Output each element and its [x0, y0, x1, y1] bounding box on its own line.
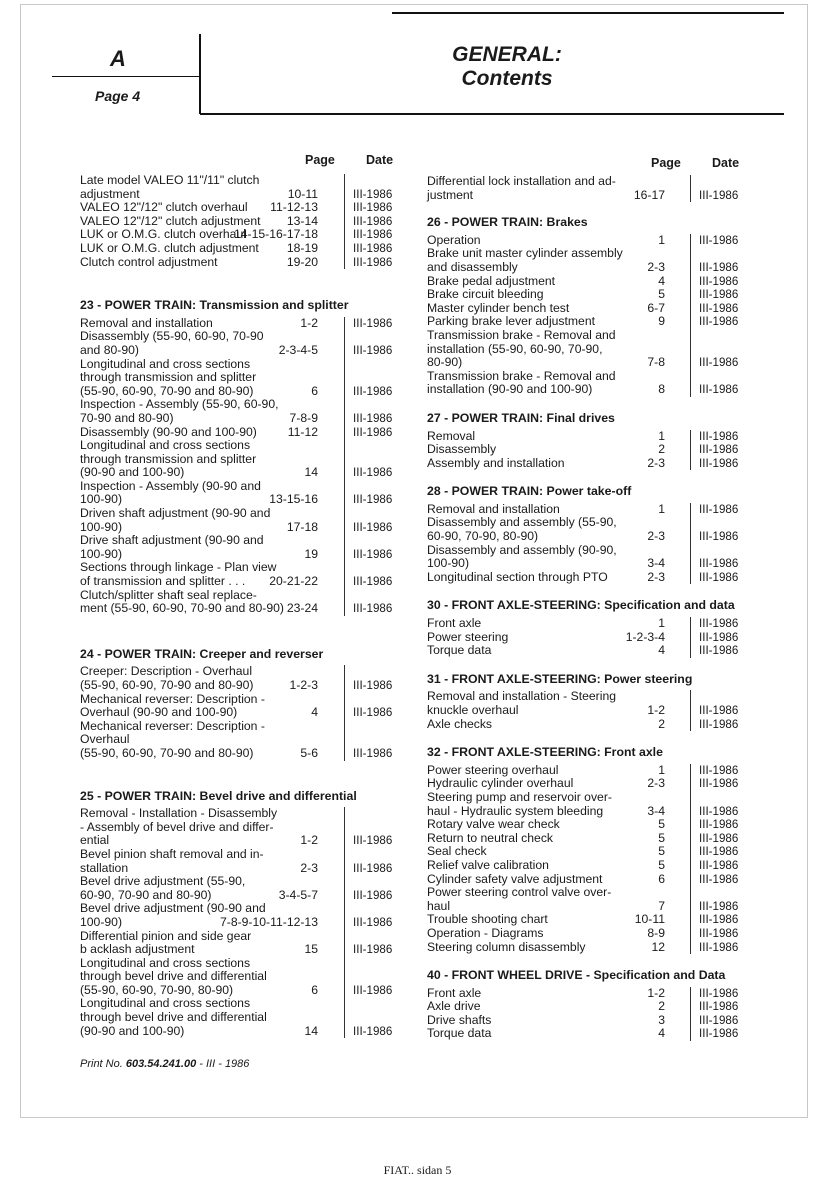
entry-title: Power steering overhaul	[427, 762, 559, 777]
entry-date: III-1986	[699, 260, 739, 274]
entry-date: III-1986	[699, 1027, 739, 1041]
entry-date: III-1986	[699, 301, 739, 315]
entry-title: Axle drive	[427, 999, 481, 1014]
header-left-rule	[52, 76, 200, 77]
entry-date: III-1986	[353, 915, 393, 929]
toc-entry	[427, 777, 743, 791]
entry-page: 3-4-5-7	[278, 887, 318, 902]
entry-title: Brake unit master cylinder assembly and disassembly	[427, 246, 623, 274]
toc-entry	[80, 957, 396, 998]
toc-entry	[427, 275, 743, 289]
toc-entry	[427, 764, 743, 778]
page-caption: FIAT.. sidan 5	[383, 1163, 452, 1177]
toc-entry	[80, 720, 396, 761]
entry-title: Differential lock installation and ad- justment	[427, 174, 616, 202]
entry-page: 2-3	[300, 860, 318, 875]
entry-date: III-1986	[353, 547, 393, 561]
toc-group	[427, 430, 743, 471]
entry-page: 5	[658, 830, 665, 845]
toc-entry	[427, 1027, 743, 1041]
toc-entry	[427, 791, 743, 818]
section-title: 32 - FRONT AXLE-STEERING: Front axle	[427, 745, 663, 760]
entry-date: III-1986	[353, 201, 393, 215]
entry-page: 2-3	[647, 455, 665, 470]
entry-title: Clutch control adjustment	[80, 254, 218, 269]
entry-date: III-1986	[699, 804, 739, 818]
entry-title: Master cylinder bench test	[427, 300, 570, 315]
entry-page: 5	[658, 844, 665, 859]
toc-group	[80, 317, 396, 616]
toc-entry	[427, 845, 743, 859]
entry-title: Brake pedal adjustment	[427, 273, 556, 288]
entry-date: III-1986	[353, 1024, 393, 1038]
entry-title: Seal check	[427, 844, 487, 859]
entry-date: III-1986	[699, 858, 739, 872]
section-title: 40 - FRONT WHEEL DRIVE - Specification and Data	[427, 968, 726, 983]
entry-date: III-1986	[353, 316, 393, 330]
entry-title: Creeper: Description - Overhaul (55-90, 60-90, 70-90 and 80-90)	[80, 664, 254, 692]
toc-entry	[427, 859, 743, 873]
toc-entry	[80, 174, 396, 201]
entry-page: 1-2-3-4	[625, 629, 665, 644]
entry-page: 7-8-9-10-11-12-13	[219, 914, 318, 929]
toc-entry	[427, 503, 743, 517]
entry-date: III-1986	[353, 602, 393, 616]
print-number	[80, 1058, 249, 1070]
toc-entry	[80, 807, 396, 848]
toc-entry	[427, 175, 743, 202]
entry-title: Drive shafts	[427, 1012, 492, 1027]
entry-date: III-1986	[699, 845, 739, 859]
entry-title: Hydraulic cylinder overhaul	[427, 776, 574, 791]
entry-title: Longitudinal and cross sections through transmission and splitter (55-90, 60-90, 70-90 and 80-90)	[80, 356, 257, 398]
entry-date: III-1986	[353, 834, 393, 848]
entry-page: 1-2	[300, 833, 318, 848]
entry-title: Longitudinal and cross sections through transmission and splitter (90-90 and 100-90)	[80, 438, 257, 480]
entry-date: III-1986	[699, 899, 739, 913]
toc-entry	[427, 631, 743, 645]
entry-date: III-1986	[699, 913, 739, 927]
entry-title: Axle checks	[427, 716, 493, 731]
section-title: 31 - FRONT AXLE-STEERING: Power steering	[427, 671, 693, 686]
entry-date: III-1986	[353, 411, 393, 425]
entry-page: 7-8	[647, 355, 665, 370]
section-title: 27 - POWER TRAIN: Final drives	[427, 410, 615, 425]
section-title: 26 - POWER TRAIN: Brakes	[427, 215, 588, 230]
toc-entry	[427, 818, 743, 832]
toc-group	[427, 503, 743, 585]
toc-group	[80, 174, 396, 269]
header-top-rule	[392, 12, 784, 14]
entry-title: Rotary valve wear check	[427, 817, 560, 832]
entry-date: III-1986	[699, 557, 739, 571]
entry-date: III-1986	[699, 630, 739, 644]
entry-page: 1	[658, 501, 665, 516]
toc-entry	[80, 317, 396, 331]
entry-title: Power steering	[427, 629, 509, 644]
entry-page: 19-20	[286, 254, 318, 269]
toc-entry	[80, 589, 396, 616]
entry-title: Late model VALEO 11"/11" clutch adjustment	[80, 173, 260, 201]
entry-title: Transmission brake - Removal and installation (90-90 and 100-90)	[427, 368, 616, 397]
entry-date: III-1986	[353, 888, 393, 902]
entry-page: 14-15-16-17-18	[233, 227, 318, 242]
entry-title: Trouble shooting chart	[427, 912, 548, 927]
entry-page: 1-2	[300, 315, 318, 330]
toc-entry	[427, 913, 743, 927]
toc-entry	[427, 886, 743, 913]
entry-title: Driven shaft adjustment (90-90 and 100-90)	[80, 506, 271, 534]
toc-group	[427, 234, 743, 397]
entry-date: III-1986	[699, 644, 739, 658]
entry-title: Disassembly and assembly (90-90, 100-90)	[427, 542, 617, 571]
header-bottom-rule	[200, 113, 784, 115]
entry-page: 13-15-16	[269, 492, 318, 507]
page-column-label: Page	[651, 156, 681, 170]
toc-entry	[80, 930, 396, 957]
entry-date: III-1986	[353, 187, 393, 201]
entry-date: III-1986	[699, 233, 739, 247]
entry-page: 6-7	[647, 300, 665, 315]
entry-page: 1	[658, 232, 665, 247]
entry-page: 2-3	[647, 529, 665, 544]
entry-title: Bevel drive adjustment (55-90, 60-90, 70-90 and 80-90)	[80, 874, 246, 902]
entry-date: III-1986	[699, 940, 739, 954]
entry-title: Inspection - Assembly (90-90 and 100-90)	[80, 478, 261, 507]
entry-page: 10-11	[634, 912, 665, 927]
entry-date: III-1986	[353, 425, 393, 439]
toc-entry	[427, 247, 743, 274]
entry-date: III-1986	[353, 214, 393, 228]
entry-page: 6	[658, 871, 665, 886]
entry-date: III-1986	[699, 274, 739, 288]
entry-date: III-1986	[699, 926, 739, 940]
entry-page: 4	[311, 705, 318, 720]
entry-page: 10-11	[287, 186, 318, 201]
entry-page: 4	[658, 1026, 665, 1041]
toc-group	[427, 764, 743, 954]
toc-group	[427, 617, 743, 658]
entry-page: 15	[304, 942, 318, 957]
entry-title: Return to neutral check	[427, 830, 554, 845]
entry-page: 3-4	[647, 556, 665, 571]
toc-entry	[427, 430, 743, 444]
entry-page: 14	[304, 465, 318, 480]
entry-date: III-1986	[699, 188, 739, 202]
entry-date: III-1986	[353, 861, 393, 875]
entry-date: III-1986	[353, 493, 393, 507]
entry-page: 5	[658, 857, 665, 872]
entry-date: III-1986	[699, 570, 739, 584]
entry-date: III-1986	[699, 1013, 739, 1027]
entry-date: III-1986	[353, 575, 393, 589]
entry-page: 16-17	[633, 187, 665, 202]
toc-entry	[80, 534, 396, 561]
date-column-label: Date	[366, 153, 394, 167]
entry-page: 1-2-3	[289, 678, 318, 692]
entry-date: III-1986	[699, 831, 739, 845]
entry-date: III-1986	[353, 706, 393, 720]
entry-page: 5	[658, 817, 665, 832]
entry-page: 1	[658, 762, 665, 777]
entry-page: 2-3	[647, 569, 665, 584]
entry-page: 3	[658, 1012, 665, 1027]
toc-entry	[80, 358, 396, 399]
entry-date: III-1986	[699, 356, 739, 370]
entry-date: III-1986	[353, 466, 393, 480]
entry-title: Longitudinal section through PTO	[427, 569, 608, 584]
entry-title: Mechanical reverser: Description - Overhaul (90-90 and 100-90)	[80, 691, 265, 720]
toc-entry	[80, 875, 396, 902]
header-divider	[199, 34, 201, 114]
entry-date: III-1986	[353, 255, 393, 269]
entry-page: 5	[658, 287, 665, 302]
toc-group	[427, 175, 743, 202]
entry-date: III-1986	[353, 384, 393, 398]
toc-entry	[80, 848, 396, 875]
entry-title: Cylinder safety valve adjustment	[427, 871, 603, 886]
toc-entry	[427, 644, 743, 658]
section-letter: A	[110, 46, 126, 71]
toc-entry	[80, 426, 396, 440]
entry-page: 2-3-4-5	[278, 342, 318, 357]
entry-title: Disassembly (90-90 and 100-90)	[80, 424, 257, 439]
toc-entry	[427, 690, 743, 717]
entry-title: Operation - Diagrams	[427, 925, 544, 940]
column-header	[80, 154, 396, 174]
entry-page: 1	[658, 428, 665, 443]
entry-date: III-1986	[699, 1000, 739, 1014]
toc-entry	[427, 329, 743, 370]
entry-title: Drive shaft adjustment (90-90 and 100-90)	[80, 533, 264, 561]
toc-group	[80, 807, 396, 1038]
page-column-label: Page	[305, 153, 335, 167]
entry-date: III-1986	[699, 502, 739, 516]
entry-page: 9	[658, 314, 665, 329]
entry-title: Brake circuit bleeding	[427, 287, 544, 302]
entry-page: 2	[658, 999, 665, 1014]
toc-entry	[427, 544, 743, 571]
entry-title: Bevel drive adjustment (90-90 and 100-90)	[80, 901, 266, 929]
entry-page: 6	[311, 982, 318, 997]
print-code: 603.54.241.00	[125, 1058, 197, 1070]
entry-date: III-1986	[353, 520, 393, 534]
toc-entry	[80, 201, 396, 215]
entry-title: VALEO 12"/12" clutch adjustment	[80, 213, 261, 228]
entry-title: VALEO 12"/12" clutch overhaul	[80, 200, 248, 215]
toc-entry	[427, 370, 743, 397]
entry-title: Torque data	[427, 1026, 492, 1041]
entry-page: 14	[304, 1023, 318, 1038]
entry-date: III-1986	[699, 383, 739, 397]
entry-page: 1-2	[647, 985, 665, 1000]
entry-title: Front axle	[427, 985, 482, 1000]
entry-title: Removal and installation - Steering knuckle overhaul	[427, 689, 617, 717]
section-title: 25 - POWER TRAIN: Bevel drive and differential	[80, 788, 357, 803]
entry-date: III-1986	[353, 241, 393, 255]
toc-entry	[80, 439, 396, 480]
entry-title: LUK or O.M.G. clutch overhaul	[80, 227, 246, 242]
entry-date: III-1986	[699, 986, 739, 1000]
toc-entry	[80, 330, 396, 357]
toc-entry	[80, 398, 396, 425]
entry-date: III-1986	[699, 429, 739, 443]
entry-date: III-1986	[353, 746, 393, 760]
toc-entry	[427, 941, 743, 955]
entry-page: 2	[658, 716, 665, 731]
entry-title: Removal - Installation - Disassembly - Assembly of bevel drive and differ- ential	[80, 806, 278, 848]
entry-title: Differential pinion and side gear b acklash adjustment	[80, 928, 252, 957]
toc-entry	[80, 256, 396, 270]
page-subtitle: Contents	[461, 67, 553, 90]
entry-page: 19	[304, 546, 318, 561]
entry-title: Inspection - Assembly (55-90, 60-90, 70-90 and 80-90)	[80, 397, 279, 425]
entry-date: III-1986	[353, 943, 393, 957]
entry-page: 8	[658, 382, 665, 397]
entry-title: Longitudinal and cross sections through bevel drive and differential (90-90 and 100-90)	[80, 996, 267, 1038]
column-header	[427, 155, 743, 175]
entry-page: 2-3	[647, 776, 665, 791]
entry-date: III-1986	[699, 777, 739, 791]
toc-entry	[427, 288, 743, 302]
entry-date: III-1986	[353, 679, 393, 692]
entry-date: III-1986	[699, 530, 739, 544]
section-title: 23 - POWER TRAIN: Transmission and splitter	[80, 298, 349, 313]
entry-title: Operation	[427, 232, 481, 247]
entry-page: 18-19	[286, 240, 318, 255]
toc-entry	[80, 480, 396, 507]
toc-entry	[427, 302, 743, 316]
entry-date: III-1986	[699, 818, 739, 832]
entry-title: Power steering control valve over- haul	[427, 885, 612, 913]
toc-entry	[80, 561, 396, 588]
entry-date: III-1986	[699, 872, 739, 886]
entry-page: 11-12-13	[270, 200, 318, 215]
entry-page: 11-12	[287, 424, 318, 439]
toc-entry	[427, 1014, 743, 1028]
toc-entry	[427, 617, 743, 631]
entry-date: III-1986	[699, 704, 739, 717]
entry-page: 7	[658, 898, 665, 913]
entry-title: Removal and installation	[427, 501, 560, 516]
toc-entry	[427, 443, 743, 457]
toc-entry	[80, 215, 396, 229]
entry-title: Steering column disassembly	[427, 939, 586, 954]
toc-entry	[427, 516, 743, 543]
entry-date: III-1986	[699, 717, 739, 731]
entry-title: Transmission brake - Removal and installation (55-90, 60-90, 70-90, 80-90)	[427, 327, 616, 370]
section-title: 28 - POWER TRAIN: Power take-off	[427, 484, 632, 499]
print-prefix: Print No.	[80, 1058, 123, 1070]
left-column	[80, 154, 396, 1038]
toc-entry	[427, 987, 743, 1001]
entry-title: Torque data	[427, 643, 492, 658]
entry-page: 1	[658, 616, 665, 631]
entry-page: 6	[311, 383, 318, 398]
toc-entry	[427, 927, 743, 941]
entry-date: III-1986	[699, 288, 739, 302]
toc-entry	[427, 234, 743, 248]
entry-page: 5-6	[300, 745, 318, 760]
entry-page: 4	[658, 273, 665, 288]
entry-page: 12	[651, 939, 665, 954]
entry-page: 2	[658, 442, 665, 457]
toc-entry	[80, 507, 396, 534]
toc-entry	[427, 457, 743, 471]
entry-page: 17-18	[286, 519, 318, 534]
entry-title: Disassembly	[427, 442, 497, 457]
entry-title: Mechanical reverser: Description - Overhaul (55-90, 60-90, 70-90 and 80-90)	[80, 718, 265, 760]
toc-entry	[427, 873, 743, 887]
right-column	[427, 155, 743, 1041]
page-label: Page 4	[95, 88, 141, 104]
entry-date: III-1986	[699, 456, 739, 470]
entry-title: Clutch/splitter shaft seal replace- ment (55-90, 60-90, 70-90 and 80-90)	[80, 587, 284, 616]
entry-date: III-1986	[699, 763, 739, 777]
toc-entry	[80, 665, 396, 692]
entry-date: III-1986	[699, 443, 739, 457]
toc-entry	[80, 997, 396, 1038]
entry-title: Assembly and installation	[427, 455, 565, 470]
entry-date: III-1986	[353, 343, 393, 357]
section-title: 30 - FRONT AXLE-STEERING: Specification and data	[427, 598, 735, 613]
entry-title: Parking brake lever adjustment	[427, 314, 596, 329]
entry-page: 2-3	[647, 259, 665, 274]
entry-title: Relief valve calibration	[427, 857, 549, 872]
date-column-label: Date	[712, 156, 740, 170]
entry-page: 20-21-22	[269, 574, 318, 589]
entry-page: 1-2	[647, 703, 665, 717]
toc-group	[427, 987, 743, 1041]
print-date: - III - 1986	[199, 1058, 250, 1070]
toc-entry	[427, 832, 743, 846]
toc-entry	[80, 242, 396, 256]
toc-group	[80, 665, 396, 760]
entry-page: 8-9	[647, 925, 665, 940]
entry-date: III-1986	[353, 983, 393, 997]
entry-title: Disassembly and assembly (55-90, 60-90, 70-90, 80-90)	[427, 515, 617, 544]
entry-page: 4	[658, 643, 665, 658]
page-title: GENERAL:	[452, 43, 562, 66]
entry-page: 13-14	[286, 213, 318, 228]
entry-page: 23-24	[286, 601, 318, 616]
entry-title: Steering pump and reservoir over- haul - Hydraulic system bleeding	[427, 789, 612, 818]
entry-title: Bevel pinion shaft removal and in- stallation	[80, 846, 264, 875]
toc-group	[427, 690, 743, 731]
toc-entry	[80, 693, 396, 720]
toc-entry	[427, 315, 743, 329]
entry-title: LUK or O.M.G. clutch adjustment	[80, 240, 259, 255]
entry-page: 7-8-9	[289, 410, 318, 425]
entry-title: Removal	[427, 428, 476, 443]
section-title: 24 - POWER TRAIN: Creeper and reverser	[80, 646, 324, 661]
entry-title: Removal and installation	[80, 315, 213, 330]
entry-title: Front axle	[427, 616, 482, 631]
toc-entry	[427, 1000, 743, 1014]
entry-title: Sections through linkage - Plan view of transmission and splitter . . .	[80, 560, 277, 589]
entry-date: III-1986	[353, 228, 393, 242]
entry-date: III-1986	[699, 617, 739, 631]
entry-date: III-1986	[699, 315, 739, 329]
entry-page: 3-4	[647, 803, 665, 818]
toc-entry	[80, 228, 396, 242]
toc-entry	[427, 718, 743, 732]
entry-title: Longitudinal and cross sections through bevel drive and differential (55-90, 60-90, 70-90, 80-90)	[80, 955, 267, 997]
entry-title: Disassembly (55-90, 60-90, 70-90 and 80-90)	[80, 329, 264, 357]
toc-entry	[80, 902, 396, 929]
toc-entry	[427, 571, 743, 585]
